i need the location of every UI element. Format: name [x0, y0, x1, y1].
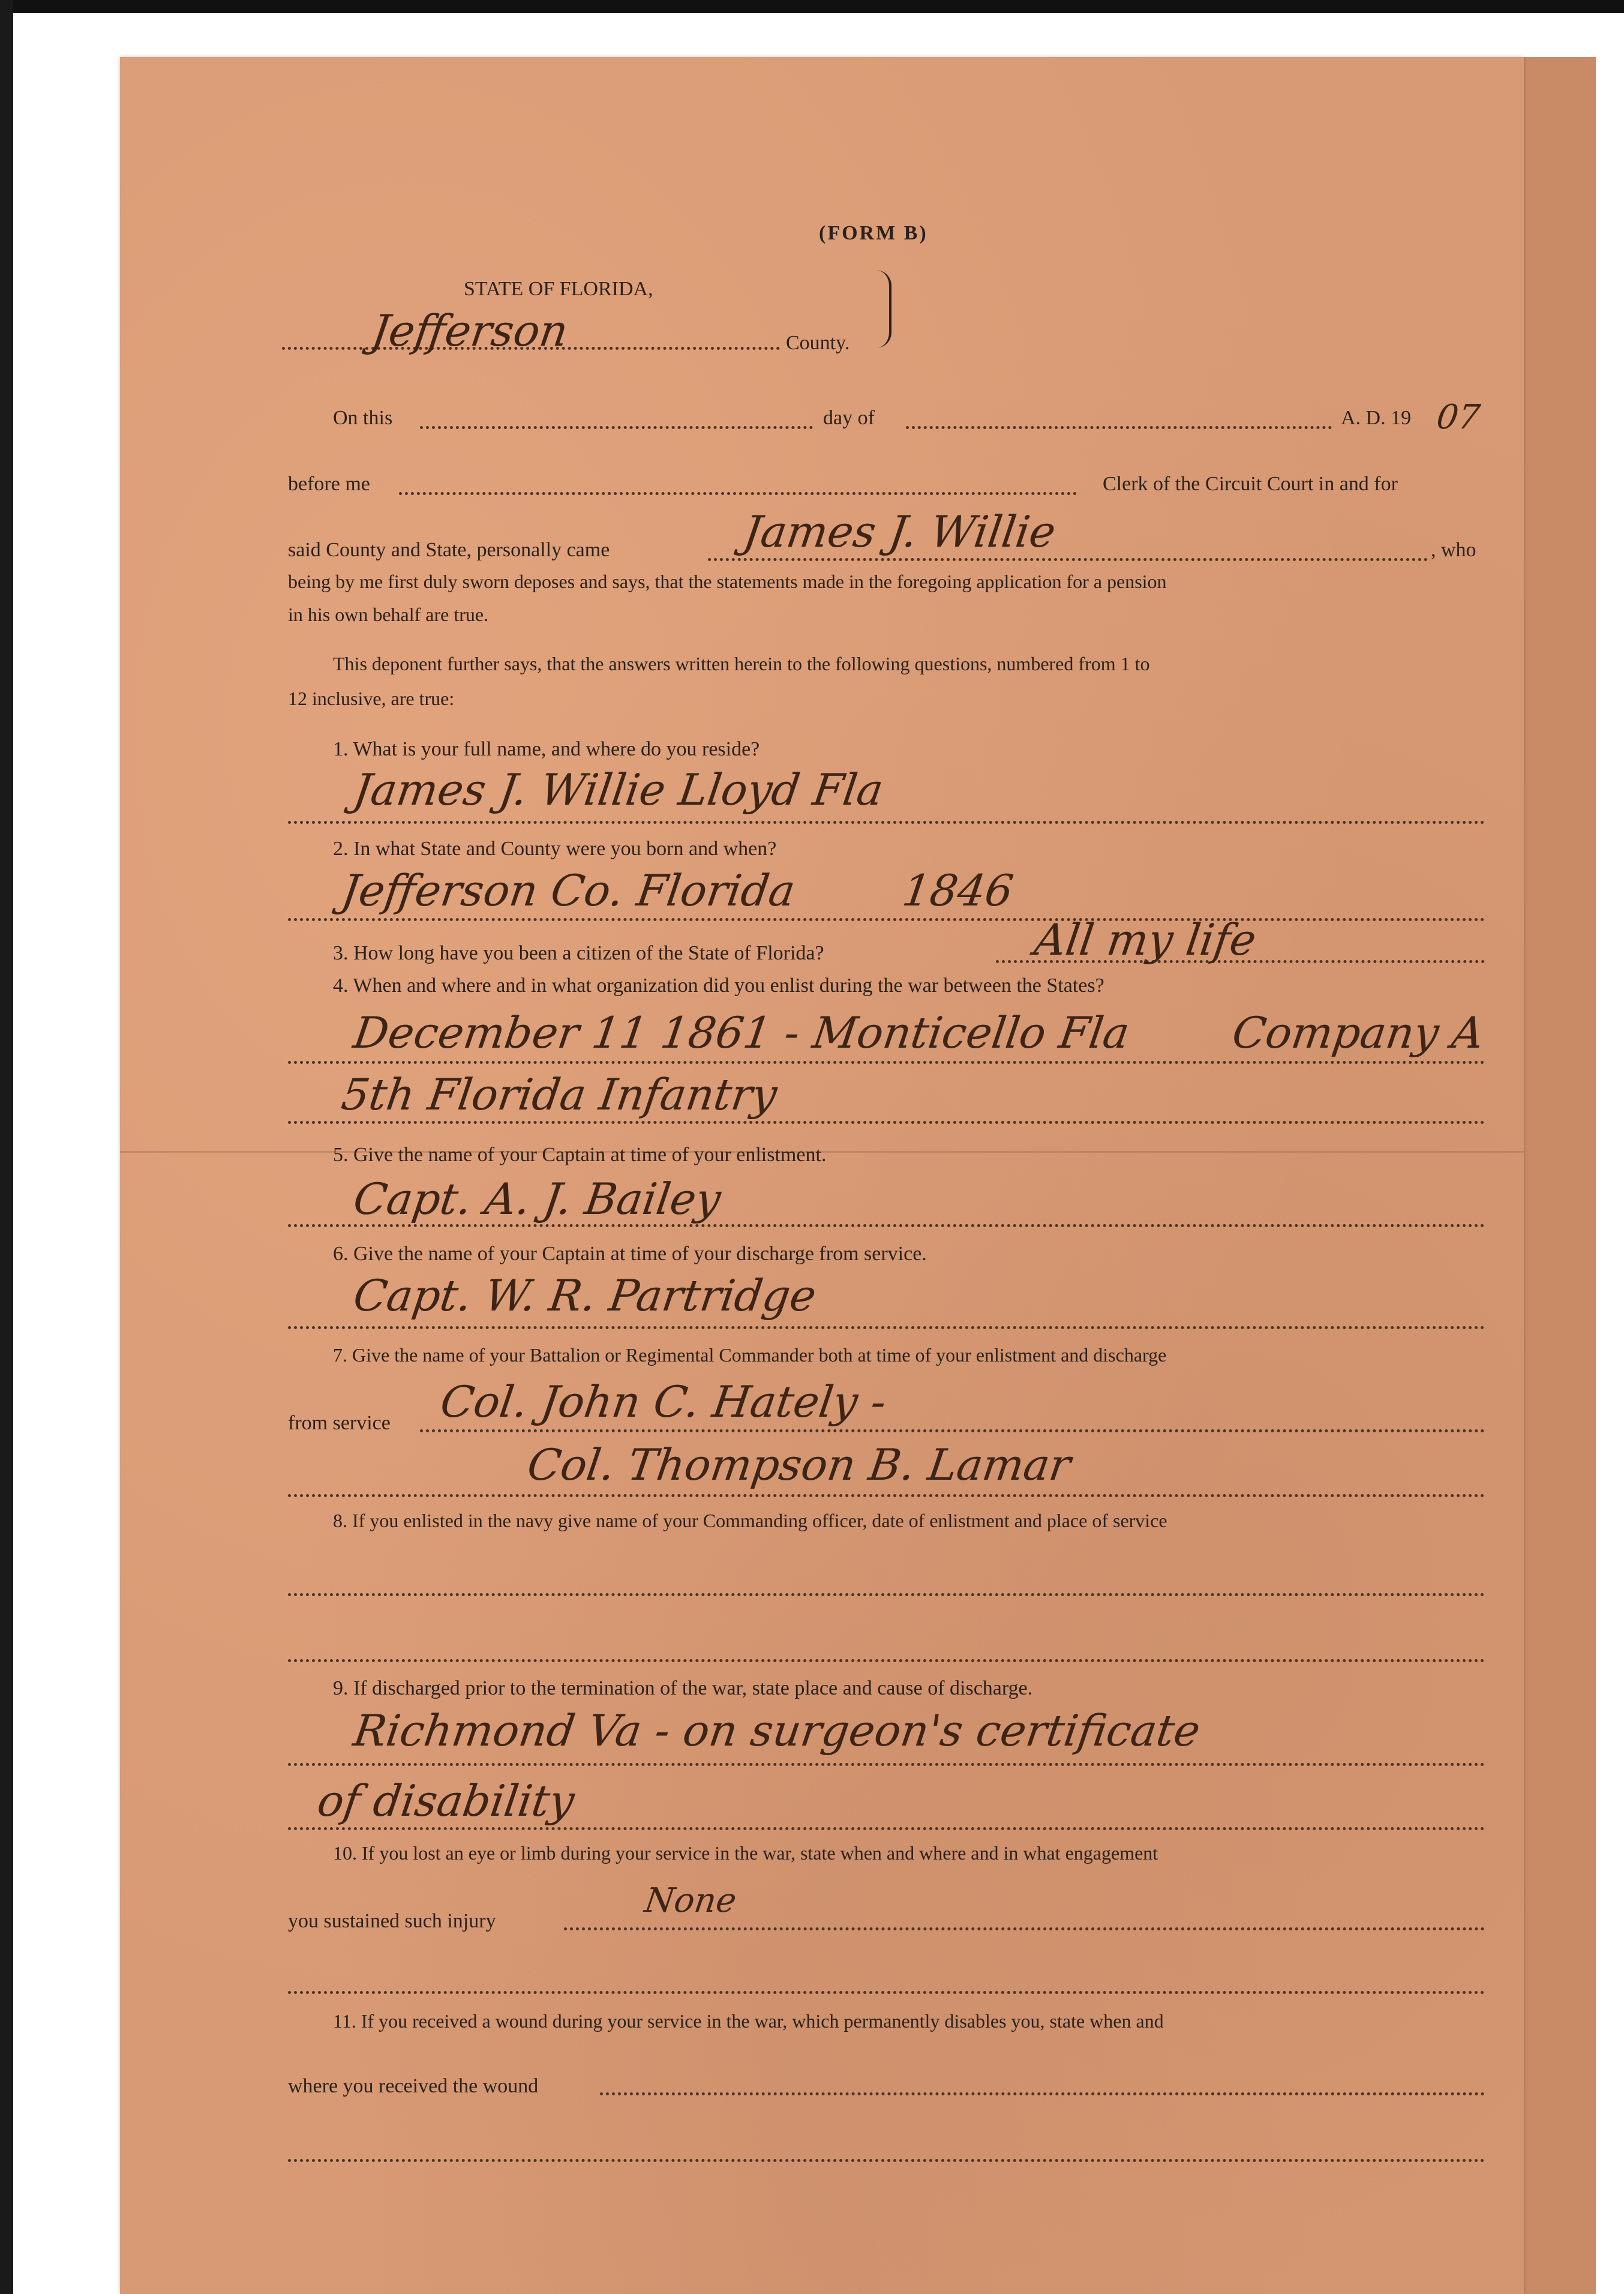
answer-3-handwritten: All my life	[1031, 914, 1259, 965]
further-text-1: This deponent further says, that the answers written herein to the following questions, numbered from 1 to	[333, 653, 1150, 674]
question-3: 3. How long have you been a citizen of the State of Florida?	[333, 942, 824, 964]
state-label: STATE OF FLORIDA,	[464, 278, 653, 300]
question-11: 11. If you received a wound during your service in the war, which permanently disables you, state when and	[333, 2010, 1164, 2032]
pension-form-page	[120, 57, 1524, 2294]
further-text-2: 12 inclusive, are true:	[288, 688, 455, 709]
answer-6-handwritten: Capt. W. R. Partridge	[350, 1270, 819, 1321]
answer-9-line-1	[288, 1763, 1485, 1766]
answer-2-line	[288, 918, 1485, 921]
question-2: 2. In what State and County were you born and when?	[333, 838, 777, 860]
year-handwritten: 07	[1434, 398, 1482, 437]
before-me-label: before me	[288, 473, 370, 495]
day-of-label: day of	[823, 407, 875, 429]
question-1: 1. What is your full name, and where do you reside?	[333, 738, 760, 760]
before-me-line	[399, 492, 1077, 495]
answer-7-enlistment-commander-handwritten: Col. John C. Hately -	[437, 1377, 890, 1427]
paper-edge	[1524, 57, 1596, 2294]
answer-2-year-handwritten: 1846	[899, 865, 1017, 916]
county-handwritten: Jefferson	[368, 305, 572, 356]
from-service-label: from service	[288, 1412, 391, 1434]
question-7: 7. Give the name of your Battalion or Regimental Commander both at time of your enlistment and discharge	[333, 1344, 1167, 1366]
answer-9-line-2	[288, 1827, 1485, 1830]
answer-10-line-1	[564, 1927, 1485, 1930]
answer-10-line-2	[288, 1991, 1485, 1994]
answer-11-line-1	[600, 2092, 1485, 2095]
answer-4-enlistment-handwritten: December 11 1861 - Monticello Fla	[350, 1007, 1133, 1058]
answer-4-regiment-handwritten: 5th Florida Infantry	[338, 1069, 781, 1120]
bracket	[876, 270, 891, 348]
answer-4-line-2	[288, 1121, 1485, 1124]
scan-top-border	[0, 0, 1624, 13]
sworn-text-1: being by me first duly sworn deposes and says, that the statements made in the foregoing application for a pension	[288, 571, 1167, 592]
answer-5-line	[288, 1224, 1485, 1227]
answer-9-place-handwritten: Richmond Va - on surgeon's certificate	[350, 1705, 1203, 1756]
who-label: , who	[1431, 539, 1476, 561]
injury-label: you sustained such injury	[288, 1910, 496, 1932]
date-line	[420, 426, 813, 429]
answer-7-line-2	[288, 1494, 1485, 1497]
question-4: 4. When and where and in what organization did you enlist during the war between the States?	[333, 974, 1104, 997]
answer-2-place-handwritten: Jefferson Co. Florida	[338, 865, 799, 916]
question-6: 6. Give the name of your Captain at time of your discharge from service.	[333, 1243, 927, 1265]
question-8: 8. If you enlisted in the navy give name of your Commanding officer, date of enlistment and place of service	[333, 1510, 1167, 1531]
ad-label: A. D. 19	[1341, 407, 1412, 429]
answer-1-handwritten: James J. Willie Lloyd Fla	[350, 764, 887, 815]
answer-5-handwritten: Capt. A. J. Bailey	[350, 1174, 724, 1224]
question-5: 5. Give the name of your Captain at time of your enlistment.	[333, 1144, 827, 1166]
answer-11-line-2	[288, 2159, 1485, 2162]
wound-label: where you received the wound	[288, 2075, 539, 2097]
answer-8-line-1	[288, 1593, 1485, 1596]
answer-4-company-handwritten: Company A	[1229, 1007, 1487, 1058]
answer-7-discharge-commander-handwritten: Col. Thompson B. Lamar	[524, 1440, 1074, 1490]
answer-1-line	[288, 821, 1485, 824]
answer-10-handwritten: None	[642, 1881, 739, 1920]
answer-8-line-2	[288, 1659, 1485, 1662]
clerk-label: Clerk of the Circuit Court in and for	[1103, 473, 1398, 495]
answer-7-line-1	[420, 1429, 1485, 1432]
answer-4-line-1	[288, 1061, 1485, 1064]
on-this-label: On this	[333, 407, 393, 429]
county-label: County.	[786, 332, 850, 354]
deponent-line	[708, 558, 1428, 561]
sworn-text-2: in his own behalf are true.	[288, 604, 489, 625]
question-9: 9. If discharged prior to the termination of the war, state place and cause of discharge.	[333, 1677, 1033, 1699]
form-title: (FORM B)	[819, 222, 928, 244]
question-10: 10. If you lost an eye or limb during your service in the war, state when and where and in what engagement	[333, 1842, 1158, 1864]
scan-left-border	[0, 0, 13, 2294]
answer-9-cause-handwritten: of disability	[314, 1776, 578, 1826]
month-line	[906, 426, 1332, 429]
answer-6-line	[288, 1326, 1485, 1329]
said-county-label: said County and State, personally came	[288, 539, 610, 561]
deponent-handwritten: James J. Willie	[740, 506, 1059, 557]
